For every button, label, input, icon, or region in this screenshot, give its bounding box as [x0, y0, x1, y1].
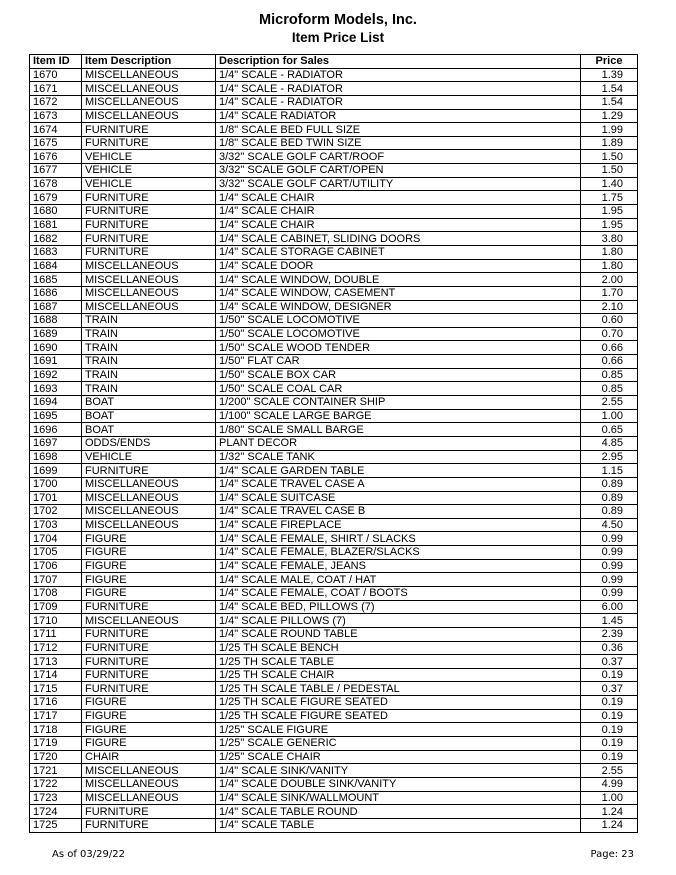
- price-cell: 2.55: [581, 396, 638, 410]
- price-cell: 1.54: [581, 95, 638, 109]
- sales-description-cell: 1/25" SCALE CHAIR: [216, 750, 581, 764]
- price-cell: 1.50: [581, 150, 638, 164]
- sales-description-cell: 1/4" SCALE RADIATOR: [216, 109, 581, 123]
- price-cell: 0.36: [581, 641, 638, 655]
- sales-description-cell: 1/25 TH SCALE FIGURE SEATED: [216, 709, 581, 723]
- price-cell: 2.10: [581, 300, 638, 314]
- table-row: [30, 396, 638, 410]
- price-cell: 1.45: [581, 614, 638, 628]
- item-description-cell: TRAIN: [82, 355, 216, 369]
- item-id-cell: 1702: [30, 505, 82, 519]
- item-description-cell: FURNITURE: [82, 136, 216, 150]
- item-description-cell: TRAIN: [82, 327, 216, 341]
- item-id-cell: 1690: [30, 341, 82, 355]
- item-description-cell: MISCELLANEOUS: [82, 491, 216, 505]
- sales-description-cell: 1/4" SCALE WINDOW, DOUBLE: [216, 273, 581, 287]
- item-description-cell: MISCELLANEOUS: [82, 68, 216, 82]
- table-row: [30, 777, 638, 791]
- item-description-cell: MISCELLANEOUS: [82, 109, 216, 123]
- table-body: [30, 68, 638, 832]
- sales-description-cell: 1/4" SCALE - RADIATOR: [216, 95, 581, 109]
- item-id-cell: 1678: [30, 177, 82, 191]
- price-cell: 0.85: [581, 382, 638, 396]
- document-header: [0, 12, 676, 46]
- table-row: [30, 259, 638, 273]
- item-id-cell: 1699: [30, 464, 82, 478]
- sales-description-cell: 1/4" SCALE STORAGE CABINET: [216, 245, 581, 259]
- item-id-cell: 1672: [30, 95, 82, 109]
- price-cell: 6.00: [581, 600, 638, 614]
- price-cell: 0.99: [581, 546, 638, 560]
- sales-description-cell: 1/4" SCALE PILLOWS (7): [216, 614, 581, 628]
- sales-description-cell: 1/8" SCALE BED TWIN SIZE: [216, 136, 581, 150]
- sales-description-cell: 1/200" SCALE CONTAINER SHIP: [216, 396, 581, 410]
- item-id-cell: 1694: [30, 396, 82, 410]
- item-description-cell: FURNITURE: [82, 818, 216, 832]
- sales-description-cell: 1/25 TH SCALE CHAIR: [216, 668, 581, 682]
- item-id-cell: 1674: [30, 123, 82, 137]
- item-description-cell: FURNITURE: [82, 245, 216, 259]
- item-description-cell: MISCELLANEOUS: [82, 82, 216, 96]
- table-row: [30, 477, 638, 491]
- item-description-cell: MISCELLANEOUS: [82, 764, 216, 778]
- sales-description-cell: 1/4" SCALE TRAVEL CASE B: [216, 505, 581, 519]
- sales-description-cell: 1/4" SCALE CHAIR: [216, 191, 581, 205]
- item-description-cell: TRAIN: [82, 382, 216, 396]
- item-id-cell: 1682: [30, 232, 82, 246]
- sales-description-cell: 1/4" SCALE - RADIATOR: [216, 82, 581, 96]
- price-cell: 1.39: [581, 68, 638, 82]
- price-cell: 1.95: [581, 218, 638, 232]
- item-id-cell: 1671: [30, 82, 82, 96]
- price-cell: 1.24: [581, 805, 638, 819]
- item-id-cell: 1696: [30, 423, 82, 437]
- table-row: [30, 409, 638, 423]
- item-id-cell: 1681: [30, 218, 82, 232]
- table-row: [30, 341, 638, 355]
- price-cell: 0.89: [581, 477, 638, 491]
- item-id-cell: 1711: [30, 627, 82, 641]
- price-cell: 0.19: [581, 750, 638, 764]
- item-description-cell: MISCELLANEOUS: [82, 791, 216, 805]
- table-row: [30, 286, 638, 300]
- item-description-cell: FURNITURE: [82, 668, 216, 682]
- sales-description-cell: 1/50" SCALE LOCOMOTIVE: [216, 314, 581, 328]
- sales-description-cell: 1/4" SCALE CHAIR: [216, 218, 581, 232]
- item-description-cell: FIGURE: [82, 586, 216, 600]
- sales-description-cell: 1/4" SCALE SINK/VANITY: [216, 764, 581, 778]
- item-id-cell: 1698: [30, 450, 82, 464]
- item-id-cell: 1693: [30, 382, 82, 396]
- item-description-cell: FURNITURE: [82, 600, 216, 614]
- table-row: [30, 750, 638, 764]
- item-id-cell: 1679: [30, 191, 82, 205]
- price-cell: 2.95: [581, 450, 638, 464]
- table-row: [30, 518, 638, 532]
- document-title: Item Price List: [291, 30, 385, 45]
- table-row: [30, 355, 638, 369]
- sales-description-cell: 1/4" SCALE TABLE ROUND: [216, 805, 581, 819]
- sales-description-cell: 1/25 TH SCALE TABLE / PEDESTAL: [216, 682, 581, 696]
- sales-description-cell: 1/4" SCALE SINK/WALLMOUNT: [216, 791, 581, 805]
- price-cell: 1.40: [581, 177, 638, 191]
- price-cell: 0.89: [581, 491, 638, 505]
- price-cell: 0.19: [581, 737, 638, 751]
- item-description-cell: FIGURE: [82, 737, 216, 751]
- item-id-cell: 1708: [30, 586, 82, 600]
- item-id-cell: 1680: [30, 205, 82, 219]
- item-description-cell: FIGURE: [82, 573, 216, 587]
- item-description-cell: FURNITURE: [82, 123, 216, 137]
- table-row: [30, 245, 638, 259]
- item-id-cell: 1716: [30, 696, 82, 710]
- sales-description-cell: 1/4" SCALE DOOR: [216, 259, 581, 273]
- table-row: [30, 205, 638, 219]
- item-id-cell: 1683: [30, 245, 82, 259]
- table-row: [30, 682, 638, 696]
- column-header-price: Price: [581, 55, 638, 69]
- table-row: [30, 314, 638, 328]
- item-id-cell: 1723: [30, 791, 82, 805]
- item-id-cell: 1706: [30, 559, 82, 573]
- table-row: [30, 82, 638, 96]
- price-cell: 0.89: [581, 505, 638, 519]
- price-cell: 0.70: [581, 327, 638, 341]
- sales-description-cell: 1/25 TH SCALE FIGURE SEATED: [216, 696, 581, 710]
- sales-description-cell: 1/32" SCALE TANK: [216, 450, 581, 464]
- price-cell: 0.37: [581, 655, 638, 669]
- table-row: [30, 300, 638, 314]
- item-id-cell: 1689: [30, 327, 82, 341]
- table-header-row: [30, 55, 638, 69]
- sales-description-cell: PLANT DECOR: [216, 436, 581, 450]
- table-row: [30, 586, 638, 600]
- sales-description-cell: 1/4" SCALE - RADIATOR: [216, 68, 581, 82]
- item-id-cell: 1710: [30, 614, 82, 628]
- table-row: [30, 436, 638, 450]
- item-description-cell: VEHICLE: [82, 177, 216, 191]
- sales-description-cell: 1/4" SCALE ROUND TABLE: [216, 627, 581, 641]
- item-id-cell: 1709: [30, 600, 82, 614]
- price-cell: 0.66: [581, 341, 638, 355]
- sales-description-cell: 1/4" SCALE TRAVEL CASE A: [216, 477, 581, 491]
- as-of-date: As of 03/29/22: [52, 849, 125, 860]
- table-row: [30, 627, 638, 641]
- item-description-cell: MISCELLANEOUS: [82, 614, 216, 628]
- item-description-cell: FURNITURE: [82, 641, 216, 655]
- item-id-cell: 1704: [30, 532, 82, 546]
- price-cell: 1.00: [581, 791, 638, 805]
- item-description-cell: FURNITURE: [82, 232, 216, 246]
- item-id-cell: 1725: [30, 818, 82, 832]
- price-cell: 0.66: [581, 355, 638, 369]
- table-row: [30, 655, 638, 669]
- table-row: [30, 164, 638, 178]
- item-description-cell: MISCELLANEOUS: [82, 259, 216, 273]
- table-row: [30, 505, 638, 519]
- sales-description-cell: 1/50" FLAT CAR: [216, 355, 581, 369]
- item-description-cell: BOAT: [82, 409, 216, 423]
- sales-description-cell: 1/50" SCALE LOCOMOTIVE: [216, 327, 581, 341]
- table-row: [30, 273, 638, 287]
- price-cell: 4.99: [581, 777, 638, 791]
- price-cell: 0.60: [581, 314, 638, 328]
- item-description-cell: TRAIN: [82, 341, 216, 355]
- table-row: [30, 327, 638, 341]
- table-row: [30, 573, 638, 587]
- item-description-cell: FIGURE: [82, 696, 216, 710]
- price-cell: 1.80: [581, 245, 638, 259]
- item-description-cell: CHAIR: [82, 750, 216, 764]
- sales-description-cell: 1/4" SCALE MALE, COAT / HAT: [216, 573, 581, 587]
- sales-description-cell: 1/4" SCALE DOUBLE SINK/VANITY: [216, 777, 581, 791]
- price-cell: 2.55: [581, 764, 638, 778]
- item-description-cell: MISCELLANEOUS: [82, 273, 216, 287]
- table-row: [30, 818, 638, 832]
- table-row: [30, 668, 638, 682]
- item-description-cell: MISCELLANEOUS: [82, 518, 216, 532]
- item-description-cell: VEHICLE: [82, 450, 216, 464]
- table-row: [30, 737, 638, 751]
- price-cell: 0.19: [581, 696, 638, 710]
- price-cell: 2.39: [581, 627, 638, 641]
- item-id-cell: 1692: [30, 368, 82, 382]
- sales-description-cell: 1/80" SCALE SMALL BARGE: [216, 423, 581, 437]
- item-id-cell: 1712: [30, 641, 82, 655]
- item-id-cell: 1719: [30, 737, 82, 751]
- table-row: [30, 368, 638, 382]
- sales-description-cell: 1/100" SCALE LARGE BARGE: [216, 409, 581, 423]
- table-row: [30, 177, 638, 191]
- sales-description-cell: 1/25 TH SCALE BENCH: [216, 641, 581, 655]
- table-row: [30, 600, 638, 614]
- item-id-cell: 1721: [30, 764, 82, 778]
- price-cell: 0.19: [581, 709, 638, 723]
- table-row: [30, 764, 638, 778]
- table-row: [30, 123, 638, 137]
- item-description-cell: VEHICLE: [82, 164, 216, 178]
- table-row: [30, 218, 638, 232]
- item-id-cell: 1700: [30, 477, 82, 491]
- item-id-cell: 1675: [30, 136, 82, 150]
- item-id-cell: 1686: [30, 286, 82, 300]
- sales-description-cell: 1/4" SCALE SUITCASE: [216, 491, 581, 505]
- price-cell: 1.75: [581, 191, 638, 205]
- document-footer: [0, 849, 676, 863]
- price-cell: 1.99: [581, 123, 638, 137]
- price-cell: 0.37: [581, 682, 638, 696]
- sales-description-cell: 1/4" SCALE WINDOW, DESIGNER: [216, 300, 581, 314]
- price-cell: 1.00: [581, 409, 638, 423]
- item-id-cell: 1707: [30, 573, 82, 587]
- item-description-cell: FURNITURE: [82, 805, 216, 819]
- item-description-cell: FURNITURE: [82, 464, 216, 478]
- item-id-cell: 1670: [30, 68, 82, 82]
- item-description-cell: BOAT: [82, 396, 216, 410]
- table-row: [30, 423, 638, 437]
- table-row: [30, 95, 638, 109]
- table-row: [30, 464, 638, 478]
- item-description-cell: MISCELLANEOUS: [82, 286, 216, 300]
- price-cell: 0.85: [581, 368, 638, 382]
- table-row: [30, 150, 638, 164]
- sales-description-cell: 3/32" SCALE GOLF CART/UTILITY: [216, 177, 581, 191]
- price-cell: 0.65: [581, 423, 638, 437]
- table-row: [30, 450, 638, 464]
- item-id-cell: 1688: [30, 314, 82, 328]
- item-id-cell: 1713: [30, 655, 82, 669]
- item-description-cell: MISCELLANEOUS: [82, 777, 216, 791]
- table-row: [30, 109, 638, 123]
- sales-description-cell: 1/4" SCALE GARDEN TABLE: [216, 464, 581, 478]
- item-description-cell: FIGURE: [82, 559, 216, 573]
- sales-description-cell: 1/4" SCALE BED, PILLOWS (7): [216, 600, 581, 614]
- sales-description-cell: 1/4" SCALE FEMALE, COAT / BOOTS: [216, 586, 581, 600]
- price-cell: 1.54: [581, 82, 638, 96]
- sales-description-cell: 3/32" SCALE GOLF CART/ROOF: [216, 150, 581, 164]
- price-cell: 0.99: [581, 559, 638, 573]
- item-id-cell: 1714: [30, 668, 82, 682]
- item-description-cell: FURNITURE: [82, 682, 216, 696]
- price-cell: 4.50: [581, 518, 638, 532]
- table-row: [30, 559, 638, 573]
- item-id-cell: 1684: [30, 259, 82, 273]
- table-row: [30, 136, 638, 150]
- price-cell: 1.29: [581, 109, 638, 123]
- item-id-cell: 1715: [30, 682, 82, 696]
- item-id-cell: 1724: [30, 805, 82, 819]
- item-description-cell: MISCELLANEOUS: [82, 505, 216, 519]
- table-row: [30, 641, 638, 655]
- price-cell: 4.85: [581, 436, 638, 450]
- item-description-cell: FURNITURE: [82, 655, 216, 669]
- price-cell: 1.50: [581, 164, 638, 178]
- item-id-cell: 1720: [30, 750, 82, 764]
- item-description-cell: MISCELLANEOUS: [82, 477, 216, 491]
- column-header-item-description: Item Description: [82, 55, 216, 69]
- sales-description-cell: 1/25" SCALE GENERIC: [216, 737, 581, 751]
- sales-description-cell: 1/4" SCALE FEMALE, JEANS: [216, 559, 581, 573]
- company-name: Microform Models, Inc.: [259, 12, 417, 28]
- item-id-cell: 1685: [30, 273, 82, 287]
- price-cell: 2.00: [581, 273, 638, 287]
- table-row: [30, 491, 638, 505]
- price-list-table: [29, 54, 638, 833]
- price-cell: 0.19: [581, 723, 638, 737]
- item-id-cell: 1701: [30, 491, 82, 505]
- item-id-cell: 1703: [30, 518, 82, 532]
- item-id-cell: 1717: [30, 709, 82, 723]
- item-id-cell: 1718: [30, 723, 82, 737]
- sales-description-cell: 1/4" SCALE FEMALE, SHIRT / SLACKS: [216, 532, 581, 546]
- column-header-item-id: Item ID: [30, 55, 82, 69]
- item-description-cell: FIGURE: [82, 709, 216, 723]
- table-row: [30, 68, 638, 82]
- item-id-cell: 1722: [30, 777, 82, 791]
- sales-description-cell: 1/50" SCALE COAL CAR: [216, 382, 581, 396]
- item-description-cell: VEHICLE: [82, 150, 216, 164]
- item-id-cell: 1687: [30, 300, 82, 314]
- sales-description-cell: 1/25" SCALE FIGURE: [216, 723, 581, 737]
- sales-description-cell: 1/50" SCALE BOX CAR: [216, 368, 581, 382]
- item-description-cell: MISCELLANEOUS: [82, 300, 216, 314]
- item-description-cell: FIGURE: [82, 723, 216, 737]
- sales-description-cell: 1/4" SCALE CHAIR: [216, 205, 581, 219]
- item-id-cell: 1673: [30, 109, 82, 123]
- table-row: [30, 696, 638, 710]
- price-cell: 0.99: [581, 532, 638, 546]
- item-description-cell: FIGURE: [82, 546, 216, 560]
- price-cell: 1.80: [581, 259, 638, 273]
- sales-description-cell: 1/4" SCALE CABINET, SLIDING DOORS: [216, 232, 581, 246]
- price-cell: 1.15: [581, 464, 638, 478]
- item-id-cell: 1676: [30, 150, 82, 164]
- item-id-cell: 1697: [30, 436, 82, 450]
- item-description-cell: FURNITURE: [82, 218, 216, 232]
- item-description-cell: FIGURE: [82, 532, 216, 546]
- column-header-description-for-sales: Description for Sales: [216, 55, 581, 69]
- price-cell: 0.99: [581, 573, 638, 587]
- price-cell: 1.89: [581, 136, 638, 150]
- table-row: [30, 191, 638, 205]
- item-id-cell: 1677: [30, 164, 82, 178]
- item-description-cell: TRAIN: [82, 314, 216, 328]
- price-cell: 0.99: [581, 586, 638, 600]
- item-description-cell: FURNITURE: [82, 627, 216, 641]
- sales-description-cell: 3/32" SCALE GOLF CART/OPEN: [216, 164, 581, 178]
- table-row: [30, 709, 638, 723]
- table-row: [30, 791, 638, 805]
- item-description-cell: TRAIN: [82, 368, 216, 382]
- item-description-cell: MISCELLANEOUS: [82, 95, 216, 109]
- price-cell: 3.80: [581, 232, 638, 246]
- sales-description-cell: 1/4" SCALE FEMALE, BLAZER/SLACKS: [216, 546, 581, 560]
- page-number: Page: 23: [590, 849, 634, 860]
- item-id-cell: 1695: [30, 409, 82, 423]
- table-row: [30, 805, 638, 819]
- table-row: [30, 614, 638, 628]
- sales-description-cell: 1/50" SCALE WOOD TENDER: [216, 341, 581, 355]
- price-cell: 0.19: [581, 668, 638, 682]
- sales-description-cell: 1/4" SCALE WINDOW, CASEMENT: [216, 286, 581, 300]
- sales-description-cell: 1/8" SCALE BED FULL SIZE: [216, 123, 581, 137]
- table-row: [30, 232, 638, 246]
- item-id-cell: 1691: [30, 355, 82, 369]
- price-cell: 1.95: [581, 205, 638, 219]
- item-description-cell: BOAT: [82, 423, 216, 437]
- table-row: [30, 546, 638, 560]
- table-row: [30, 723, 638, 737]
- sales-description-cell: 1/4" SCALE TABLE: [216, 818, 581, 832]
- item-description-cell: ODDS/ENDS: [82, 436, 216, 450]
- item-id-cell: 1705: [30, 546, 82, 560]
- table-row: [30, 532, 638, 546]
- sales-description-cell: 1/4" SCALE FIREPLACE: [216, 518, 581, 532]
- sales-description-cell: 1/25 TH SCALE TABLE: [216, 655, 581, 669]
- table-row: [30, 382, 638, 396]
- price-cell: 1.24: [581, 818, 638, 832]
- item-description-cell: FURNITURE: [82, 205, 216, 219]
- item-description-cell: FURNITURE: [82, 191, 216, 205]
- price-cell: 1.70: [581, 286, 638, 300]
